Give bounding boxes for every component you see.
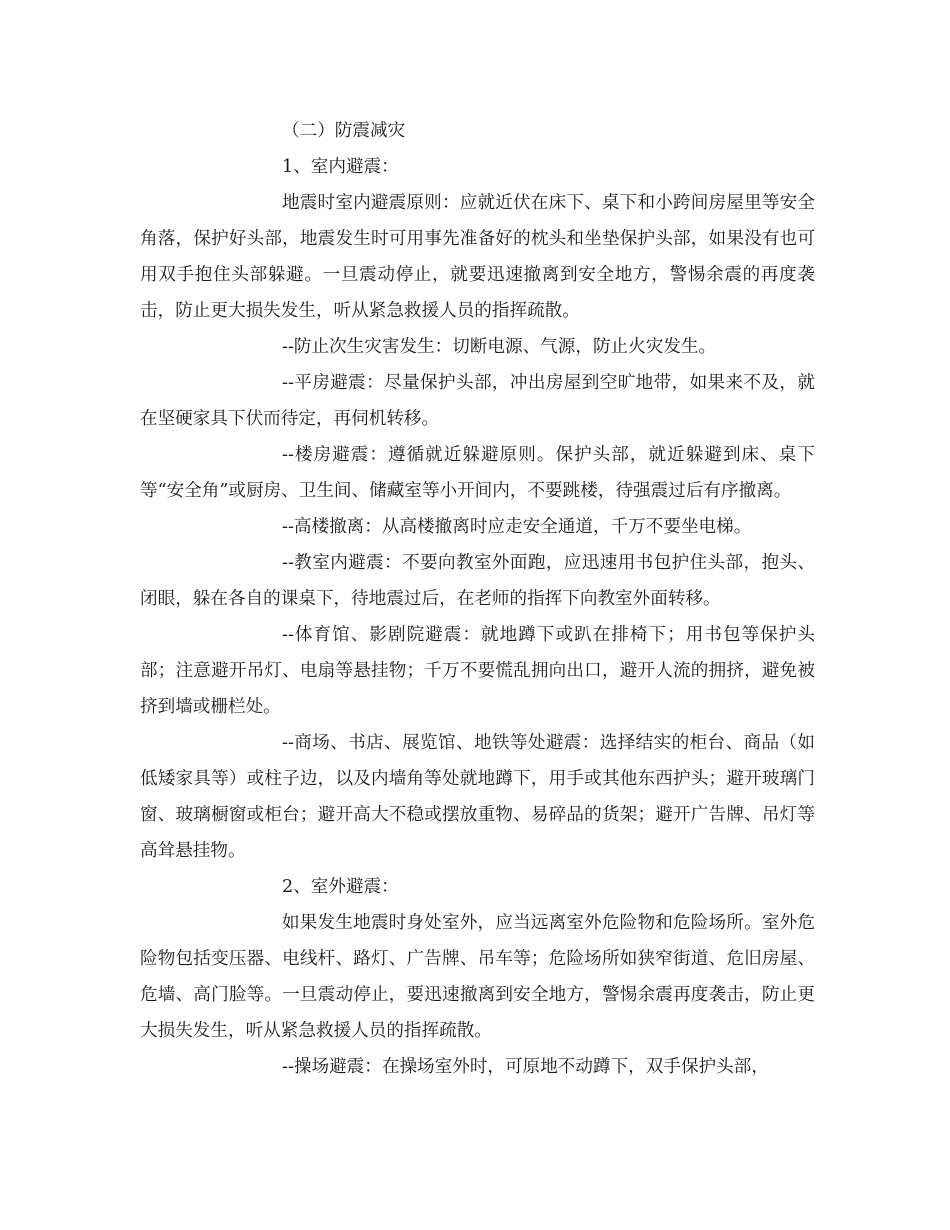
item-mall-subway: --商场、书店、展览馆、地铁等处避震：选择结实的柜台、商品（如低矮家具等）或柱子边，以及内墙角等处就地蹲下，用手或其他东西护头；避开玻璃门窗、玻璃橱窗或柜台；避开高大不稳或摆放重物、易碎品的货架；避开广告牌、吊灯等高耸悬挂物。 — [140, 733, 815, 861]
item-stadium-theater: --体育馆、影剧院避震：就地蹲下或趴在排椅下；用书包等保护头部；注意避开吊灯、电扇等悬挂物；千万不要慌乱拥向出口，避开人流的拥挤，避免被挤到墙或栅栏处。 — [140, 625, 815, 717]
section-heading: （二）防震减灾 — [282, 121, 406, 141]
item-classroom: --教室内避震：不要向教室外面跑，应迅速用书包护住头部，抱头、闭眼，躲在各自的课桌下，待地震过后，在老师的指挥下向教室外面转移。 — [140, 553, 815, 609]
item-secondary-disaster: --防止次生灾害发生：切断电源、气源，防止火灾发生。 — [282, 337, 717, 357]
item-high-rise: --高楼撤离：从高楼撤离时应走安全通道，千万不要坐电梯。 — [282, 517, 752, 537]
outdoor-principle-paragraph: 如果发生地震时身处室外，应当远离室外危险物和危险场所。室外危险物包括变压器、电线杆、路灯、广告牌、吊车等；危险场所如狭窄街道、危旧房屋、危墙、高门脸等。一旦震动停止，要迅速撤离到安全地方，警惕余震再度袭击，防止更大损失发生，听从紧急救援人员的指挥疏散。 — [140, 913, 815, 1041]
indoor-heading: 1、室内避震： — [282, 157, 399, 177]
item-playground: --操场避震：在操场室外时，可原地不动蹲下，双手保护头部， — [282, 1057, 769, 1077]
indoor-principle-paragraph: 地震时室内避震原则：应就近伏在床下、桌下和小跨间房屋里等安全角落，保护好头部，地震发生时可用事先准备好的枕头和坐垫保护头部，如果没有也可用双手抱住头部躲避。一旦震动停止，就要迅速撤离到安全地方，警惕余震的再度袭击，防止更大损失发生，听从紧急救援人员的指挥疏散。 — [140, 193, 815, 321]
item-building: --楼房避震：遵循就近躲避原则。保护头部，就近躲避到床、桌下等“安全角”或厨房、卫生间、储藏室等小开间内，不要跳楼，待强震过后有序撤离。 — [140, 445, 815, 501]
document-body — [140, 113, 815, 1085]
item-bungalow: --平房避震：尽量保护头部，冲出房屋到空旷地带，如果来不及，就在坚硬家具下伏而待定，再伺机转移。 — [140, 373, 815, 429]
outdoor-heading: 2、室外避震： — [282, 877, 399, 897]
